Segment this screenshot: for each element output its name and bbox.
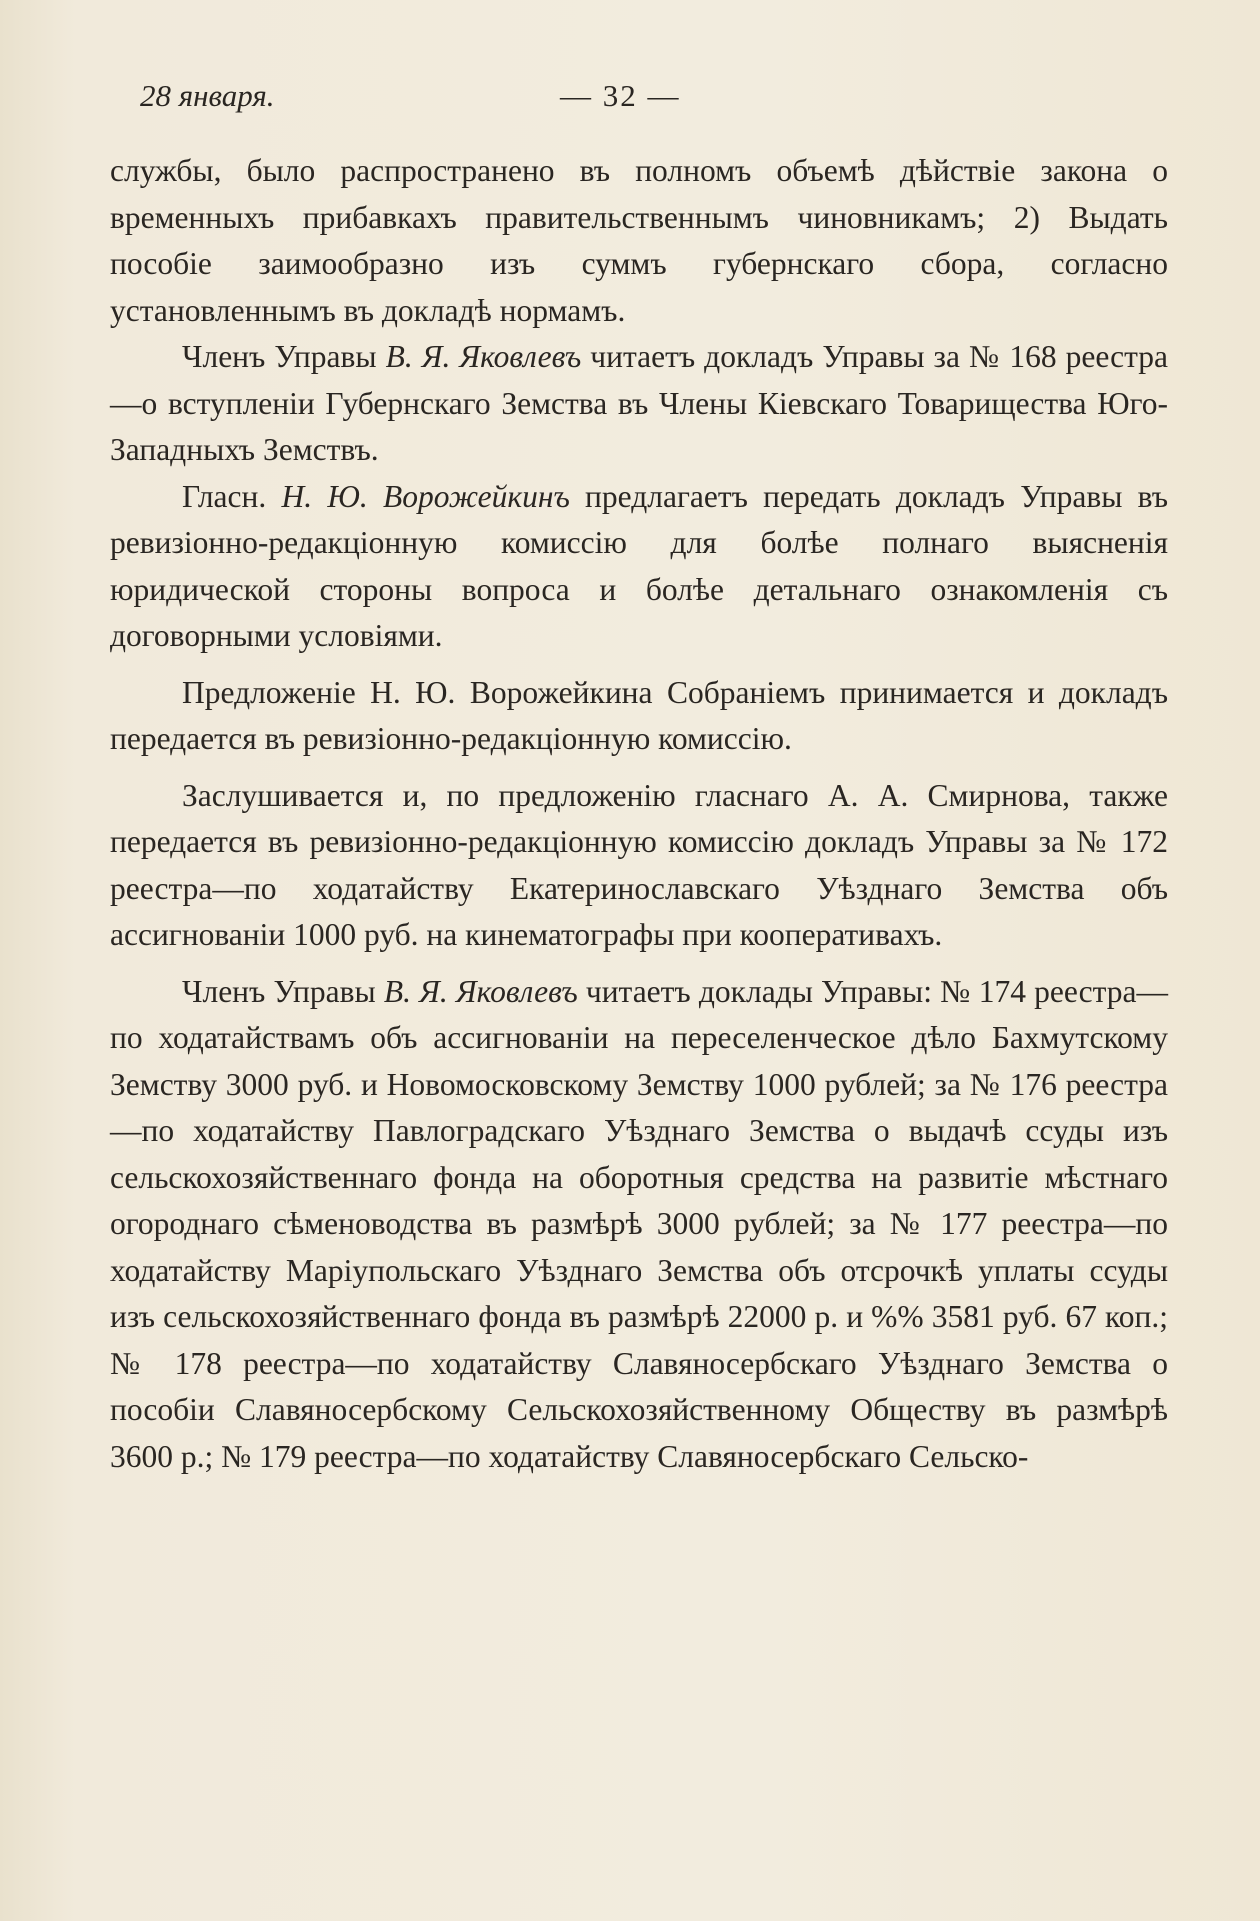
paragraph-1 [110,148,1168,334]
text-run: Заслушивается и, по предложенію гласнаго А. А. Смирнова, также передается въ ревизіонно-редакціонную комиссію докладъ Управы за № 172 реестра—по ходатайству Екатеринославскаго Уѣзднаго Земства объ ассигнованіи 1000 руб. на кинематографы при кооперативахъ. [110,777,1168,952]
page-header [140,78,1140,128]
text-run: Членъ Управы [182,973,384,1009]
paragraph-2 [110,334,1168,474]
paragraph-6 [110,969,1168,1481]
paragraph-5 [110,773,1168,959]
body-text [110,148,1168,1480]
text-run: Членъ Управы [182,339,386,374]
page-number: — 32 — [560,78,681,113]
paragraph-4 [110,670,1168,763]
paragraph-3 [110,474,1168,660]
header-date: 28 января. [140,78,275,113]
speaker-name: В. Я. Яковлевъ [383,973,578,1009]
text-run: Гласн. [182,478,282,514]
text-run: читаетъ докладъ Управы за № 168 реестра—о вступленіи Губернскаго Земства въ Члены Кіевскаго Товарищества Юго-Западныхъ Земствъ. [110,339,1169,467]
text-run: предлагаетъ передать докладъ Управы въ ревизіонно-редакціонную комиссію для болѣе полнаго выясненія юридической стороны вопроса и болѣе детальнаго ознакомленія съ договорными условіями. [110,478,1168,653]
text-run: читаетъ доклады Управы: № 174 реестра—по ходатайствамъ объ ассигнованіи на переселенческое дѣло Бахмутскому Земству 3000 руб. и Новомосковскому Земству 1000 рублей; за № 176 реестра—по ходатайству Павлоградскаго Уѣзднаго Земства о выдачѣ ссуды изъ сельскохозяйственнаго фонда на оборотныя средства на развитіе мѣстнаго огороднаго сѣменоводства въ размѣрѣ 3000 рублей; за № 177 реестра—по ходатайству Маріупольскаго Уѣзднаго Земства объ отсрочкѣ уплаты ссуды изъ сельскохозяйственнаго фонда въ размѣрѣ 22000 р. и %% 3581 руб. 67 коп.; № 178 реестра—по ходатайству Славяносербскаго Уѣзднаго Земства о пособіи Славяносербскому Сельскохозяйственному Обществу въ размѣрѣ 3600 р.; № 179 реестра—по ходатайству Славяносербскаго Сельско- [110,973,1168,1474]
text-run: службы, было распространено въ полномъ объемѣ дѣйствіе закона о временныхъ прибавкахъ правительственнымъ чиновникамъ; 2) Выдать пособіе заимообразно изъ суммъ губернскаго сбора, согласно установленнымъ въ докладѣ нормамъ. [110,153,1168,328]
speaker-name: В. Я. Яковлевъ [385,339,582,374]
speaker-name: Н. Ю. Ворожейкинъ [281,478,570,514]
text-run: Предложеніе Н. Ю. Ворожейкина Собраніемъ принимается и докладъ передается въ ревизіонно-редакціонную комиссію. [110,674,1168,756]
